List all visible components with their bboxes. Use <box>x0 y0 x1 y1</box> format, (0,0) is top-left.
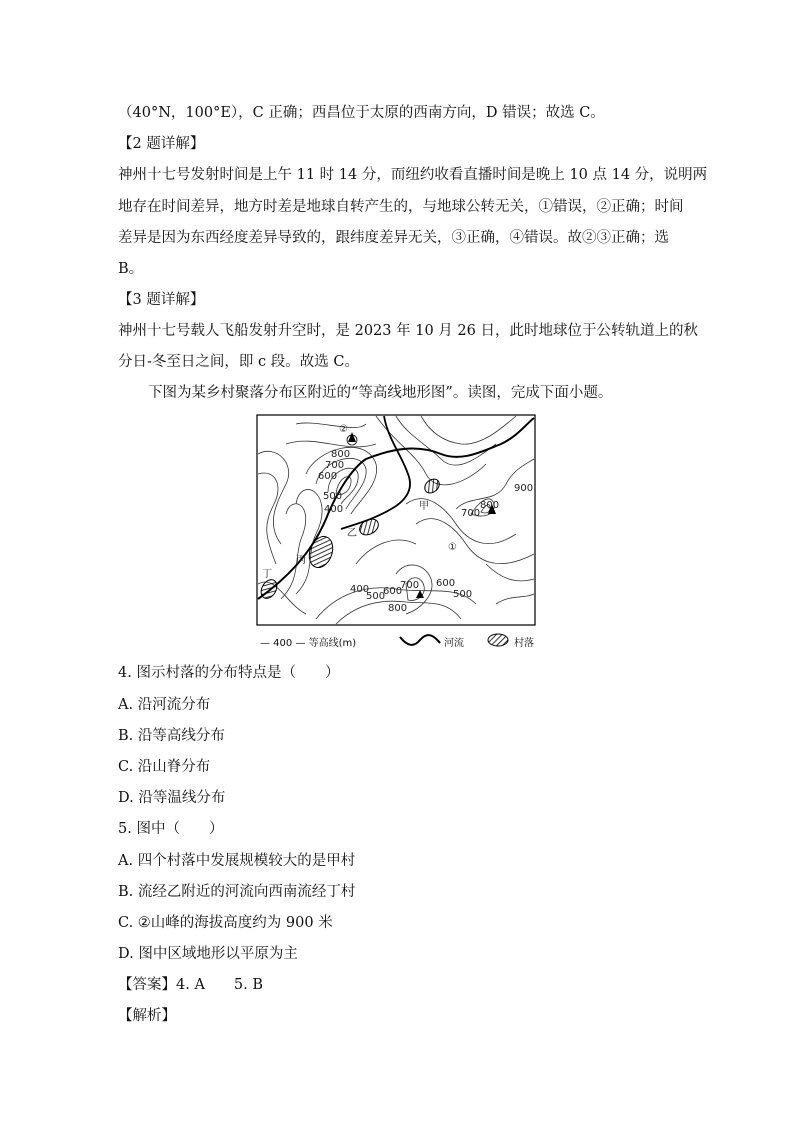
label-500c: 500 <box>453 589 473 600</box>
section-heading: 【2 题详解】 <box>118 136 205 152</box>
label-500b: 500 <box>366 591 386 602</box>
label-bing: 丙 <box>296 555 306 566</box>
label-700: 700 <box>325 460 345 471</box>
option-4b: B. 沿等高线分布 <box>118 728 225 744</box>
label-700c: 700 <box>400 580 420 591</box>
answer-line: 【答案】4. A 5. B <box>118 977 264 993</box>
label-800: 800 <box>331 449 351 460</box>
option-4a: A. 沿河流分布 <box>118 697 211 713</box>
text-line: 神州十七号发射时间是上午 11 时 14 分，而纽约收看直播时间是晚上 10 点 14 分，说明两 <box>118 167 708 183</box>
label-800b: 800 <box>480 500 500 511</box>
analysis-heading: 【解析】 <box>118 1008 176 1024</box>
label-600b: 600 <box>383 586 403 597</box>
legend-river-icon <box>398 633 442 647</box>
label-ding: 丁 <box>262 569 272 580</box>
text-line: 神州十七号载人飞船发射升空时，是 2023 年 10 月 26 日，此时地球位于公转轨道上的秋 <box>118 323 698 339</box>
text-line: 差异是因为东西经度差异导致的，跟纬度差异无关，③正确，④错误。故②③正确；选 <box>118 230 669 246</box>
label-800c: 800 <box>388 603 408 614</box>
label-600: 600 <box>318 471 338 482</box>
text-line: 地存在时间差异，地方时差是地球自转产生的，与地球公转无关，①错误，②正确；时间 <box>118 199 684 215</box>
option-4c: C. 沿山脊分布 <box>118 759 211 775</box>
legend-village-icon <box>486 633 510 647</box>
label-400b: 400 <box>350 584 370 595</box>
text-line: 分日-冬至日之间，即 c 段。故选 C。 <box>118 354 359 370</box>
label-circle-1: ① <box>448 542 457 553</box>
label-700b: 700 <box>461 508 481 519</box>
label-900: 900 <box>514 483 534 494</box>
section-heading: 【3 题详解】 <box>118 292 205 308</box>
label-jia: 甲 <box>419 501 429 512</box>
question-5: 5. 图中（ ） <box>118 821 224 837</box>
contour-map-figure <box>256 414 536 626</box>
legend-village: 村落 <box>514 638 534 649</box>
contour-map <box>256 414 536 626</box>
text-line: B。 <box>118 261 144 277</box>
option-5a: A. 四个村落中发展规模较大的是甲村 <box>118 853 356 869</box>
label-500: 500 <box>323 491 343 502</box>
label-yi: 乙 <box>347 528 357 539</box>
legend-river: 河流 <box>444 638 464 649</box>
text-line: （40°N，100°E），C 正确；西昌位于太原的西南方向，D 错误；故选 C。 <box>118 105 605 121</box>
label-600c: 600 <box>436 578 456 589</box>
option-5d: D. 图中区域地形以平原为主 <box>118 946 298 962</box>
option-5c: C. ②山峰的海拔高度约为 900 米 <box>118 915 333 931</box>
label-peak-2: ② <box>339 424 348 435</box>
map-legend <box>256 632 546 650</box>
option-4d: D. 沿等温线分布 <box>118 790 226 806</box>
legend-contour: — 400 — 等高线(m) <box>260 638 357 649</box>
question-4: 4. 图示村落的分布特点是（ ） <box>118 665 340 681</box>
label-400: 400 <box>324 504 344 515</box>
option-5b: B. 流经乙附近的河流向西南流经丁村 <box>118 884 356 900</box>
text-line: 下图为某乡村聚落分布区附近的“等高线地形图”。读图，完成下面小题。 <box>148 385 613 401</box>
